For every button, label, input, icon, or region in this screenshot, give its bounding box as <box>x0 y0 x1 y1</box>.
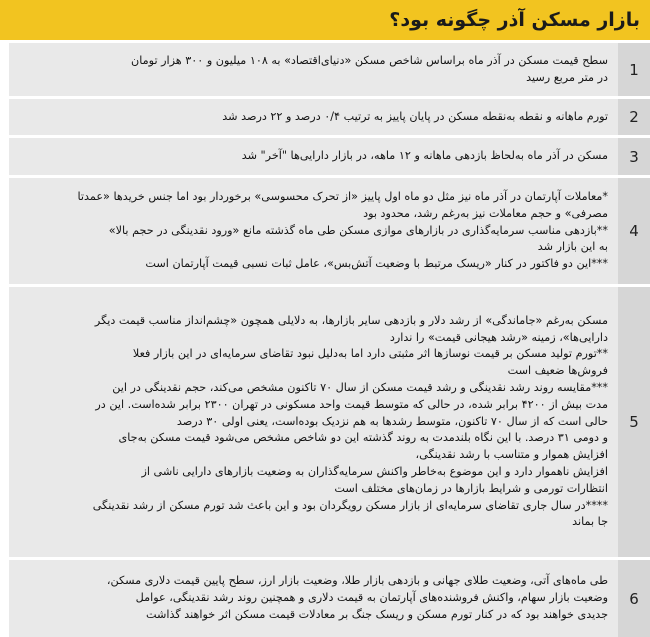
row-text-line: مسکن به‌رغم «جاماندگی» از رشد دلار و بازدهی سایر بازارها، به دلایلی همچون «چشم‌انداز مناسب قیمت دیگر <box>94 313 608 327</box>
row-text-cell <box>9 178 618 284</box>
row-text-line: مصرفی» و حجم معاملات نیز به‌رغم رشد، محدود بود <box>363 206 608 220</box>
row-number-cell <box>618 43 650 96</box>
table-row <box>0 560 650 637</box>
row-text-line: جدیدی خواهند بود که در کنار تورم مسکن و ریسک جنگ بر معادلات قیمت مسکن اثر خواهند گذاشت <box>146 607 608 621</box>
row-text-line: ***مقایسه روند رشد نقدینگی و رشد قیمت مسکن از سال ۷۰ تاکنون مشخص می‌کند، حجم نقدینگی در این <box>112 381 608 394</box>
row-text-line: افزایش هموار و متناسب با رشد نقدینگی، <box>415 448 608 462</box>
row-text-cell <box>9 560 618 637</box>
row-number: 3 <box>629 147 639 166</box>
row-text-line: ****در سال جاری تقاضای سرمایه‌ای از بازار مسکن رویگردان بود و این باعث شد تورم مسکن از رشد نقدینگی <box>92 498 608 512</box>
row-text-line: حالی است که از سال ۷۰ تاکنون، متوسط رشدها به هم نزدیک بوده‌است، یعنی اولی ۳۰ درصد <box>176 414 608 428</box>
row-text-line: **تورم تولید مسکن بر قیمت نوسازها اثر مثبتی دارد اما به‌دلیل نبود تقاضای سرمایه‌ای در این بازار فعلا <box>132 347 608 361</box>
row-number-cell <box>618 178 650 284</box>
row-text-cell <box>9 99 618 135</box>
row-text-line: در متر مربع رسید <box>526 70 608 84</box>
row-text-line: وضعیت بازار سهام، واکنش فروشنده‌های آپارتمان به قیمت دلاری و همچنین روند رشد نقدینگی، عوامل <box>135 591 608 605</box>
row-number: 6 <box>629 589 639 608</box>
row-text-line: *معاملات آپارتمان در آذر ماه نیز مثل دو ماه اول پاییز «از تحرک محسوسی» برخوردار بود اما جنس خریدها «عمدتا <box>77 190 608 203</box>
row-number-cell <box>618 99 650 135</box>
row-text-cell <box>9 43 618 96</box>
row-number: 1 <box>629 60 639 79</box>
row-text-line: مدت بیش از ۴۲۰۰ برابر شده، در حالی که متوسط قیمت واحد مسکونی در تهران ۲۳۰۰ برابر شده‌است. این در <box>95 397 608 411</box>
row-text-cell <box>9 287 618 557</box>
row-number: 5 <box>629 413 639 431</box>
page-title: بازار مسکن آذر چگونه بود؟ <box>389 9 640 31</box>
row-text-line: و دومی ۳۱ درصد. با این نگاه بلندمدت به روند گذشته این دو شاخص مشخص می‌شود قیمت مسکن به‌جای <box>118 431 608 445</box>
table-row <box>0 99 650 135</box>
row-text-line: دارایی‌ها»، زمینه «رشد هیجانی قیمت» را ندارد <box>389 330 608 344</box>
row-number-cell <box>618 287 650 557</box>
row-text-line: تورم ماهانه و نقطه به‌نقطه مسکن در پایان پاییز به ترتیب ۰/۴ درصد و ۲۲ درصد شد <box>222 109 608 123</box>
row-text-line: سطح قیمت مسکن در آذر ماه براساس شاخص مسکن «دنیای‌اقتصاد» به ۱۰۸ میلیون و ۳۰۰ هزار تومان <box>131 53 608 67</box>
row-text-line: **بازدهی مناسب سرمایه‌گذاری در بازارهای موازی مسکن طی ماه گذشته مانع «ورود نقدینگی در حجم بالا» <box>108 223 608 237</box>
row-number-cell <box>618 138 650 175</box>
table-row <box>0 287 650 557</box>
row-text-line: فروش‌ها ضعیف است <box>507 364 608 378</box>
row-text-line: به این بازار شد <box>537 240 608 254</box>
row-text-line: افزایش ناهموار دارد و این موضوع به‌خاطر واکنش سرمایه‌گذاران به وضعیت بازارهای دارایی ناشی از <box>141 464 608 478</box>
row-text-line: انتظارات تورمی و شرایط بازارها در زمان‌های مختلف است <box>334 481 608 495</box>
row-number-cell <box>618 560 650 637</box>
row-number: 4 <box>629 222 639 240</box>
row-text-cell <box>9 138 618 175</box>
title-bar <box>0 0 650 40</box>
row-text-line: طی ماه‌های آتی، وضعیت طلای جهانی و بازدهی بازار طلا، وضعیت بازار ارز، سطح پایین قیمت دلاری مسکن، <box>106 574 608 588</box>
row-text-line: جا بماند <box>572 515 608 529</box>
row-text-line: مسکن در آذر ماه به‌لحاظ بازدهی ماهانه و ۱۲ ماهه، در بازار دارایی‌ها "آخر" شد <box>241 149 608 163</box>
table-row <box>0 138 650 175</box>
row-text-line: ***این دو فاکتور در کنار «ریسک مرتبط با وضعیت آتش‌بس»، عامل ثبات نسبی قیمت آپارتمان است <box>145 257 608 271</box>
row-number: 2 <box>629 108 639 126</box>
table-row <box>0 43 650 96</box>
table-row <box>0 178 650 284</box>
